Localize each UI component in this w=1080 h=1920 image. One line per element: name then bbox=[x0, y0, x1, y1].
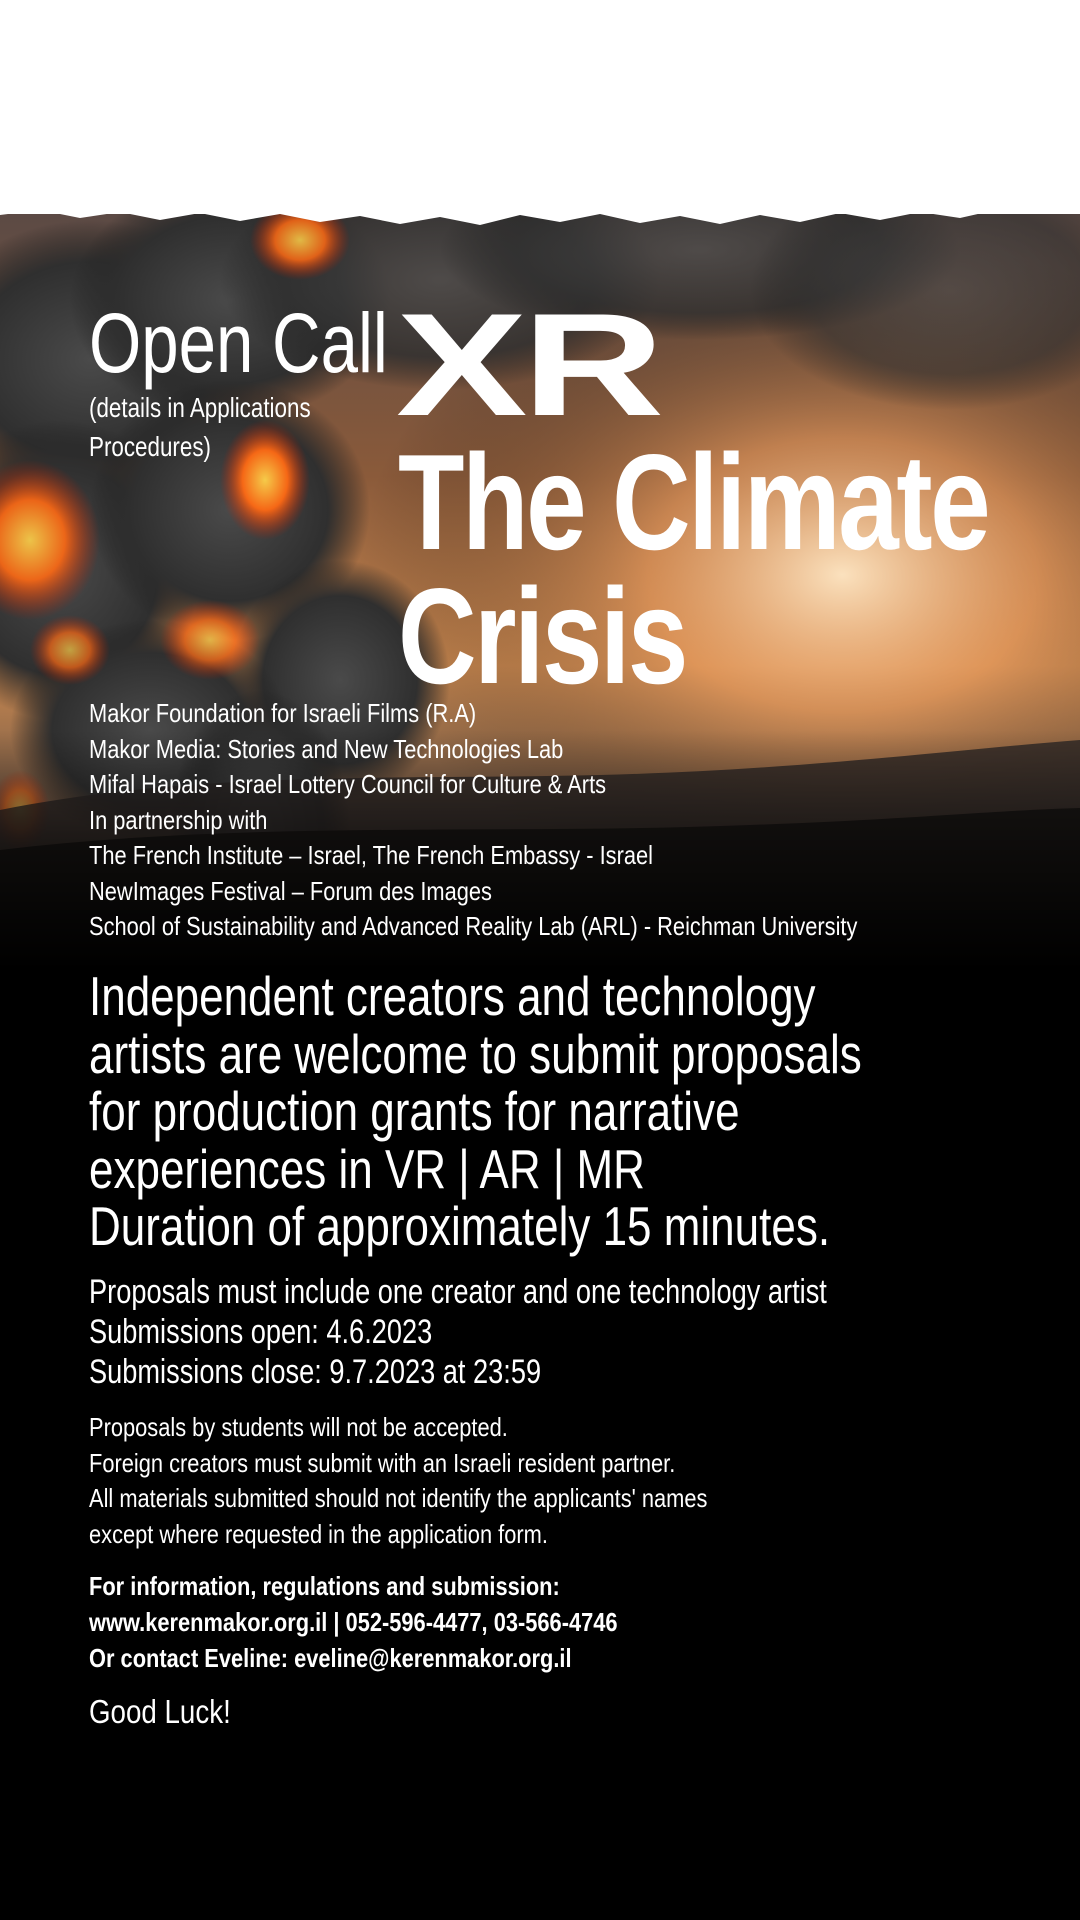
contact-email-link[interactable]: Or contact Eveline: eveline@kerenmakor.org.il bbox=[89, 1643, 572, 1673]
submissions-close: Submissions close: 9.7.2023 at 23:59 bbox=[89, 1353, 542, 1391]
partner-line: The French Institute – Israel, The French Embassy - Israel bbox=[89, 840, 654, 870]
rule-line: Proposals by students will not be accepted. bbox=[89, 1412, 508, 1442]
climate-crisis-title bbox=[398, 426, 989, 712]
requirement-line: Proposals must include one creator and one technology artist bbox=[89, 1273, 827, 1311]
open-call-heading: Open Call bbox=[89, 296, 388, 390]
title-line: Crisis bbox=[398, 560, 686, 712]
info-heading: For information, regulations and submission: bbox=[89, 1571, 560, 1601]
website-phone-link[interactable]: www.kerenmakor.org.il | 052-596-4477, 03-566-4746 bbox=[89, 1607, 618, 1637]
details-note: (details in Applications Procedures) bbox=[89, 392, 311, 462]
lead-line: Duration of approximately 15 minutes. bbox=[89, 1195, 831, 1257]
lead-line: for production grants for narrative bbox=[89, 1080, 740, 1142]
partners-list bbox=[89, 696, 857, 945]
lead-line: Independent creators and technology bbox=[89, 965, 816, 1027]
rule-line: except where requested in the application form. bbox=[89, 1518, 548, 1549]
rule-line: All materials submitted should not identify the applicants' names bbox=[89, 1483, 708, 1513]
xr-title: XR bbox=[396, 283, 660, 446]
partner-line: Makor Foundation for Israeli Films (R.A) bbox=[89, 698, 477, 728]
lead-line: experiences in VR | AR | MR bbox=[89, 1137, 645, 1200]
partner-line: In partnership with bbox=[89, 804, 268, 835]
partner-line: Mifal Hapais - Israel Lottery Council for Culture & Arts bbox=[89, 769, 607, 799]
title-line: The Climate bbox=[398, 426, 989, 578]
contact-info bbox=[89, 1568, 618, 1676]
submissions-open: Submissions open: 4.6.2023 bbox=[89, 1313, 433, 1351]
good-luck: Good Luck! bbox=[89, 1693, 231, 1730]
lead-line: artists are welcome to submit proposals bbox=[89, 1022, 862, 1085]
partner-line: Makor Media: Stories and New Technologies Lab bbox=[89, 733, 564, 764]
rule-line: Foreign creators must submit with an Israeli resident partner. bbox=[89, 1447, 676, 1478]
partner-line: School of Sustainability and Advanced Reality Lab (ARL) - Reichman University bbox=[89, 911, 858, 941]
torn-paper-edge bbox=[0, 200, 1080, 240]
rules-list bbox=[89, 1410, 707, 1552]
lead-paragraph bbox=[89, 965, 862, 1257]
partner-line: NewImages Festival – Forum des Images bbox=[89, 875, 492, 906]
logo-bar bbox=[0, 0, 1080, 214]
requirements bbox=[89, 1272, 827, 1392]
